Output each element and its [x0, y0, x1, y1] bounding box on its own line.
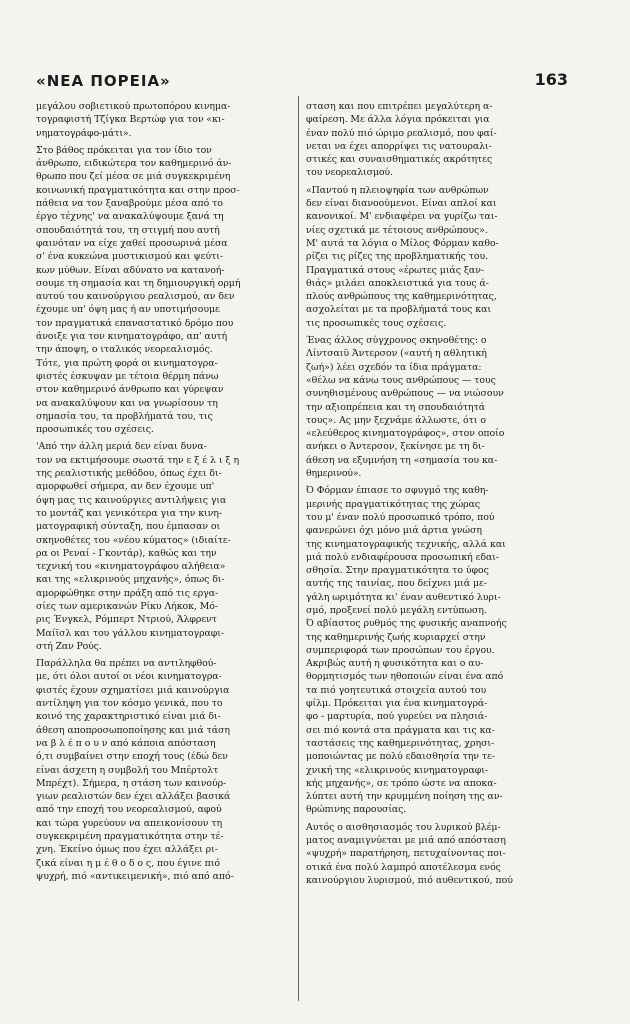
text-line: στον καθημερινό άνθρωπο και γύρεψαν: [36, 384, 224, 396]
text-line: Ακριβώς αυτή η φυσικότητα και ο αυ-: [306, 658, 484, 670]
text-line: χνική της «ελικρινούς κινηματογραφι-: [306, 764, 489, 776]
text-line: της ρεαλιστικής μεθόδου, όπως έχει δι-: [36, 468, 222, 480]
text-line: «θέλω να κάνω τους ανθρώπους — τους: [306, 374, 496, 386]
text-line: άθεση αποπροσωποποίησης και μιά τάση: [36, 724, 230, 736]
page-header: [36, 68, 568, 98]
text-line: σταση και που επιτρέπει μεγαλύτερη α-: [306, 101, 493, 112]
text-line: άθεση να εξυμνήση τη «σημασία του κα-: [306, 454, 498, 466]
text-line: τον να εκτιμήσουμε σωστά την ε ξ έ λ ι ξ η: [36, 454, 240, 466]
text-line: ζωή») λέει σχεδόν τα ίδια πράγματα:: [306, 361, 482, 373]
text-line: κανονικοί. Μ' ενδιαφέρει να γυρίζω ται-: [306, 211, 498, 223]
text-line: νίες σχετικά με τέτοιους ανθρώπους».: [306, 224, 488, 236]
text-line: λύπτει αυτή την κρυμμένη ποίηση της αν-: [306, 791, 503, 803]
text-line: θρώπινης παρουσίας.: [306, 804, 407, 816]
text-line: σκηνοθέτες του «νέου κύματος» (ιδιαίτε-: [36, 534, 231, 546]
text-line: «ελεύθερος κινηματογράφος», στον οποίο: [306, 428, 505, 440]
text-line: αντίληψη για τον κόσμο γενικά, που το: [36, 698, 223, 710]
text-line: συνηθισμένους ανθρώπους — να νιώσουν: [306, 388, 504, 400]
text-line: τις προσωπικές τους σχέσεις.: [306, 317, 447, 329]
text-line: φανερώνει όχι μόνο μιά άρτια γνώση: [306, 525, 482, 537]
text-line: Τότε, για πρώτη φορά οι κινηματογρα-: [36, 357, 218, 369]
text-line: πάθεια να τον ξαναβρούμε μέσα από το: [36, 198, 223, 210]
text-line: φιστές έχουν σχηματίσει μιά καινούργια: [36, 684, 230, 696]
column-divider: [298, 96, 299, 1001]
text-line: άνθρωπο, ειδικώτερα τον καθημερινό άν-: [36, 158, 232, 170]
text-line: ανήκει ο Άντερσον, ξεκίνησε με τη δι-: [306, 441, 485, 453]
text-line: έχουμε υπ' όψη μας ή αν υποτιμήσουμε: [36, 304, 220, 316]
text-line: μερινής πραγματικότητας της χώρας: [306, 498, 481, 510]
text-line: σμό, προξενεί πολύ μεγάλη εντύπωση.: [306, 604, 487, 616]
text-line: ματογραφική σύνταξη, που έμπασαν οι: [36, 521, 221, 533]
text-line: κων μύθων. Είναι αδύνατο να κατανοή-: [36, 264, 225, 276]
text-line: Μαίϊσλ και του γάλλου κινηματογραφι-: [36, 627, 225, 639]
text-line: αυτού του καινούργιου ρεαλισμού, αν δεν: [36, 291, 235, 303]
text-line: μιά πολύ ενδιαφέρουσα προσωπική εδαι-: [306, 551, 500, 563]
text-line: προσωπικές του σχέσεις.: [36, 424, 154, 436]
text-line: θορμητισμός των ηθοποιών είναι ένα από: [306, 671, 504, 683]
text-line: του νεορεαλισμού.: [306, 167, 393, 179]
text-line: σθησία. Στην πραγματικότητα το ύφος: [306, 565, 489, 577]
text-line: αυτής της ταινίας, που δείχνει μιά με-: [306, 578, 487, 590]
text-line: Ό Φόρμαν έπιασε το σφυγμό της καθη-: [306, 485, 489, 497]
text-line: ζικά είναι η μ έ θ ο δ ο ς, που έγινε πιό: [36, 857, 220, 869]
text-line: ασχολείται με τα προβλήματά τους και: [306, 304, 491, 316]
text-line: σουμε τη σημασία και τη δημιουργική ορμή: [36, 277, 241, 289]
text-line: αμορφώθηκε στην πράξη από τις εργα-: [36, 587, 219, 599]
journal-title: «ΝΕΑ ΠΟΡΕΙΑ»: [36, 72, 171, 90]
text-line: Λίντσαιϋ Άντερσον («αυτή η αθλητική: [306, 348, 487, 360]
text-line: ρις Ένγκελ, Ρόμπερτ Ντριού, Άλφρεντ: [36, 614, 217, 626]
text-line: ρα οι Ρεναί - Γκοντάρ), καθώς και την: [36, 547, 217, 559]
text-line: ό,τι συμβαίνει στην εποχή τους (έδώ δεν: [36, 751, 228, 763]
text-line: οτικά ένα πολύ λαμπρό αποτέλεσμα ενός: [306, 861, 501, 873]
text-line: κής μηχανής», σε τρόπο ώστε να αποκα-: [306, 777, 497, 789]
text-line: άνοιξε για τον κινηματογράφο, απ' αυτή: [36, 331, 228, 343]
right-column: [306, 100, 576, 887]
text-line: κοινωνική πραγματικότητα και στην προσ-: [36, 184, 240, 196]
text-line: σημασία του, τα προβλήματά του, τις: [36, 410, 213, 422]
text-line: τον πραγματικά επαναστατικό δρόμο που: [36, 317, 234, 329]
text-line: φίλμ. Πρόκειται για ένα κινηματογρά-: [306, 698, 488, 710]
text-line: το μοντάζ και γενικότερα για την κινη-: [36, 507, 222, 519]
text-line: γιων ρεαλιστών δεν έχει αλλάξει βασικά: [36, 791, 231, 803]
page-number: 163: [534, 70, 568, 89]
text-line: θιάς» μιλάει αποκλειστικά για τους ά-: [306, 277, 489, 289]
text-line: του μ' έναν πολύ προσωπικό τρόπο, πού: [306, 511, 495, 523]
text-line: την αξιοπρέπεια και τη σπουδαιότητά: [306, 401, 485, 413]
text-line: ρίζει τις ρίζες της προβληματικής του.: [306, 251, 489, 263]
text-line: σει πιό κοντά στα πράγματα και τις κα-: [306, 724, 495, 736]
text-line: να β λ έ π ο υ ν από κάποια απόσταση: [36, 737, 216, 749]
text-line: και τώρα γυρεύουν να απεικονίσουν τη: [36, 817, 223, 829]
text-line: τογραφιστή Τζίγκα Βερτώφ για τον «κι-: [36, 114, 225, 126]
text-line: Παράλληλα θα πρέπει να αντιληφθού-: [36, 658, 217, 670]
text-line: δεν είναι διανοούμενοι. Είναι απλοί και: [306, 198, 497, 210]
text-line: γάλη ωριμότητα κι' έναν αυθεντικό λυρι-: [306, 591, 501, 603]
text-line: Μ' αυτά τα λόγια ο Μίλος Φόρμαν καθο-: [306, 237, 499, 249]
left-column: [36, 100, 306, 883]
text-line: φιστές έσκυψαν με τέτοια θέρμη πάνω: [36, 370, 219, 382]
text-line: πλούς ανθρώπους της καθημερινότητας,: [306, 291, 497, 303]
text-line: ματος αναμιγνύεται με μιά από απόσταση: [306, 835, 506, 847]
text-line: στή Ζαν Ρούς.: [36, 640, 102, 652]
text-line: συμπεριφορά των προσώπων του έργου.: [306, 644, 495, 656]
text-line: να ανακαλύψουν και να γνωρίσουν τη: [36, 397, 218, 409]
text-line: Στο βάθος πρόκειται για τον ίδιο τον: [36, 144, 212, 156]
text-line: Πραγματικά στους «έρωτες μιάς ξαν-: [306, 264, 484, 276]
text-line: Μπρέχτ). Σήμερα, η στάση των καινούρ-: [36, 777, 227, 789]
text-line: 'Από την άλλη μεριά δεν είναι δυνα-: [36, 441, 207, 453]
text-line: νηματογράφο-μάτι».: [36, 127, 132, 139]
text-line: φο - μαρτυρία, πού γυρεύει να πλησιά-: [306, 711, 488, 723]
text-line: Ένας άλλος σύγχρονος σκηνοθέτης: ο: [306, 335, 487, 347]
text-line: την άποψη, ο ιταλικός νεορεαλισμός.: [36, 344, 213, 356]
text-line: τεχνική του «κινηματογράφου αλήθεια»: [36, 561, 226, 573]
text-line: «Παντού η πλειοψηφία των ανθρώπων: [306, 184, 489, 196]
text-line: έναν πολύ πιό ώριμο ρεαλισμό, που φαί-: [306, 127, 497, 139]
text-line: τα πιό γοητευτικά στοιχεία αυτού του: [306, 684, 487, 696]
text-line: όψη μας τις καινούργιες αντιλήψεις για: [36, 494, 227, 506]
text-line: με, ότι όλοι αυτοί οι νέοι κινηματογρα-: [36, 671, 222, 683]
text-line: κοινό της χαρακτηριστικό είναι μιά δι-: [36, 711, 221, 723]
text-line: σπουδαιότητά του, τη στιγμή που αυτή: [36, 224, 220, 236]
text-line: της κινηματογραφικής τεχνικής, αλλά και: [306, 538, 506, 550]
text-line: Αυτός ο αισθησιασμός του λυρικού βλέμ-: [306, 821, 501, 833]
text-line: καινούργιου λυρισμού, πιό αυθεντικού, πού: [306, 874, 513, 886]
text-line: της καθημερινής ζωής κυριαρχεί στην: [306, 631, 486, 643]
text-line: νεται να έχει απορρίψει τις νατουραλι-: [306, 140, 492, 152]
text-line: θρωπο που ζεί μέσα σε μιά συγκεκριμένη: [36, 171, 231, 183]
text-line: στικές και συναισθηματικές ακρότητες: [306, 154, 493, 166]
text-line: και της «ελικρινούς μηχανής», όπως δι-: [36, 574, 225, 586]
text-line: είναι άσχετη η συμβολή του Μπέρτολτ: [36, 764, 219, 776]
text-line: μεγάλου σοβιετικού πρωτοπόρου κινημα-: [36, 101, 231, 112]
text-line: από την εποχή του νεορεαλισμού, αφού: [36, 804, 222, 816]
text-line: έργο τέχνης' να ανακαλύψουμε ξανά τη: [36, 211, 224, 223]
text-line: φαινόταν να είχε χαθεί προσωρινά μέσα: [36, 237, 228, 249]
text-line: μοποιώντας με πολύ εδαισθησία την τε-: [306, 751, 495, 763]
text-line: Ό αβίαστος ρυθμός της φυσικής αναπνοής: [306, 618, 507, 630]
text-line: «ψυχρή» παρατήρηση, πετυχαίνοντας ποι-: [306, 848, 506, 860]
text-line: φαίρεση. Με άλλα λόγια πρόκειται για: [306, 114, 490, 126]
text-line: ψυχρή, πιό «αντικειμενική», πιό από από-: [36, 870, 234, 882]
text-line: αμορφωθεί σήμερα, αν δεν έχουμε υπ': [36, 481, 215, 493]
text-line: σ' ένα κυκεώνα μυστικισμού και ψεύτι-: [36, 251, 223, 263]
text-line: τους». Ας μην ξεχνάμε άλλωστε, ότι ο: [306, 414, 486, 426]
text-line: θημερινού».: [306, 468, 362, 480]
text-line: χνη. Έκείνο όμως που έχει αλλάξει ρι-: [36, 844, 218, 856]
text-line: σίες των αμερικανών Ρίκυ Λήκοκ, Μό-: [36, 600, 219, 612]
text-line: συγκεκριμένη πραγματικότητα στην τέ-: [36, 831, 224, 843]
text-line: ταστάσεις της καθημερινότητας, χρησι-: [306, 737, 495, 749]
